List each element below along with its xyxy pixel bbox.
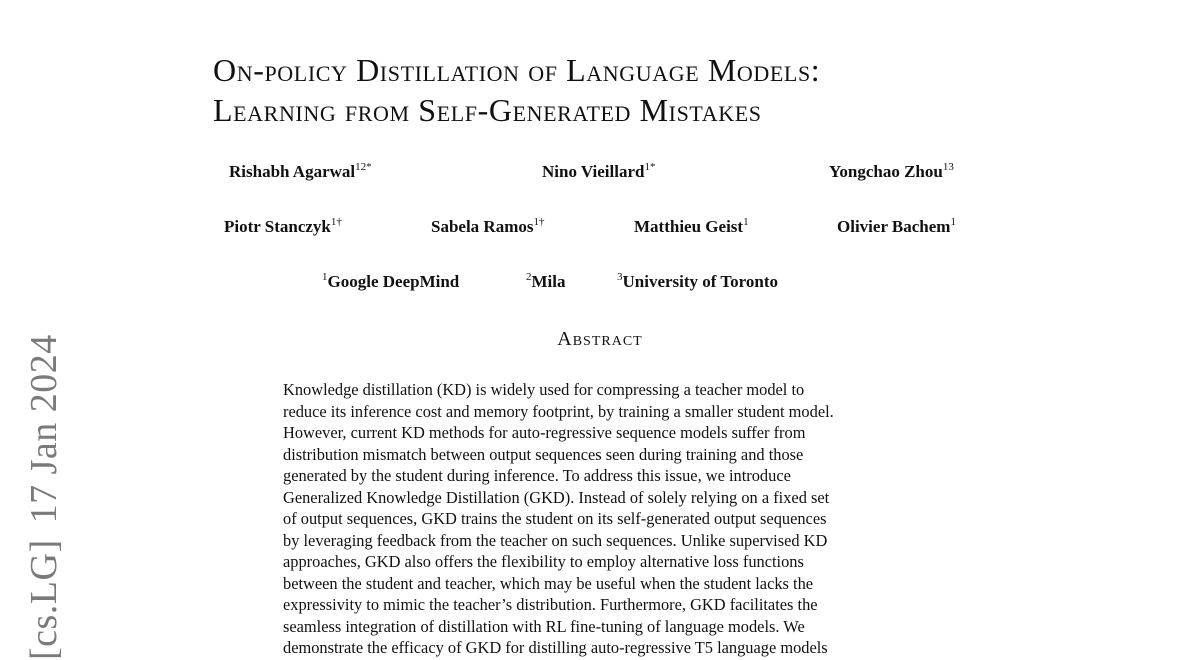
author-marks: 1† bbox=[533, 216, 545, 228]
abstract-heading: Abstract bbox=[557, 328, 643, 350]
abstract-line: reduce its inference cost and memory footprint, by training a smaller student model. bbox=[283, 401, 834, 421]
author-marks: 1 bbox=[743, 216, 749, 228]
abstract-line: approaches, GKD also offers the flexibility to employ alternative loss functions bbox=[283, 552, 804, 571]
abstract-line: However, current KD methods for auto-regressive sequence models suffer from bbox=[283, 423, 806, 442]
affiliation-mark: 3 bbox=[617, 271, 623, 283]
author-2 bbox=[542, 162, 655, 182]
author-marks: 1 bbox=[950, 216, 956, 228]
abstract-line: between the student and teacher, which may be useful when the student lacks the bbox=[283, 573, 814, 593]
author-4 bbox=[224, 217, 342, 237]
affiliation-mark: 2 bbox=[526, 271, 532, 283]
affiliation-name: University of Toronto bbox=[622, 272, 779, 291]
author-name: Sabela Ramos bbox=[431, 217, 534, 236]
author-7 bbox=[837, 217, 956, 237]
author-5 bbox=[431, 217, 544, 237]
arxiv-category: [cs.LG] bbox=[23, 539, 65, 660]
affiliation-name: Google DeepMind bbox=[327, 272, 460, 291]
author-marks: 1* bbox=[644, 161, 656, 173]
author-3 bbox=[829, 162, 954, 182]
abstract-line: demonstrate the efficacy of GKD for distilling auto-regressive T5 language models bbox=[283, 638, 828, 657]
author-marks: 12* bbox=[355, 161, 372, 173]
abstract-line: of output sequences, GKD trains the student on its self-generated output sequences bbox=[283, 509, 827, 528]
affiliation-1 bbox=[322, 272, 459, 292]
abstract-line: generated by the student during inference. To address this issue, we introduce bbox=[283, 466, 791, 485]
title-line-2: Learning from Self-Generated Mistakes bbox=[213, 92, 762, 128]
arxiv-identifier-stamp bbox=[22, 318, 66, 660]
abstract-body bbox=[283, 379, 921, 659]
affiliation-name: Mila bbox=[531, 272, 566, 291]
author-name: Yongchao Zhou bbox=[829, 162, 943, 181]
paper-title bbox=[213, 50, 1033, 130]
title-line-1: On-policy Distillation of Language Models: bbox=[213, 52, 821, 88]
abstract-line: by leveraging feedback from the teacher on such sequences. Unlike supervised KD bbox=[283, 530, 828, 550]
author-1 bbox=[229, 162, 372, 182]
abstract-line: Knowledge distillation (KD) is widely used for compressing a teacher model to bbox=[283, 380, 805, 399]
abstract-line: distribution mismatch between output sequences seen during training and those bbox=[283, 444, 804, 464]
author-6 bbox=[634, 217, 749, 237]
abstract-line: seamless integration of distillation with RL fine-tuning of language models. We bbox=[283, 616, 805, 636]
author-name: Matthieu Geist bbox=[634, 217, 744, 236]
affiliation-mark: 1 bbox=[322, 271, 328, 283]
affiliation-3 bbox=[617, 272, 778, 292]
author-name: Rishabh Agarwal bbox=[229, 162, 356, 181]
abstract-line: expressivity to mimic the teacher’s distribution. Furthermore, GKD facilitates the bbox=[283, 595, 818, 614]
author-name: Piotr Stanczyk bbox=[224, 217, 331, 236]
abstract-line: Generalized Knowledge Distillation (GKD). Instead of solely relying on a fixed set bbox=[283, 487, 830, 507]
affiliation-2 bbox=[526, 272, 566, 292]
author-name: Olivier Bachem bbox=[837, 217, 951, 236]
author-marks: 1† bbox=[330, 216, 342, 228]
arxiv-date: 17 Jan 2024 bbox=[23, 334, 65, 524]
author-name: Nino Vieillard bbox=[542, 162, 645, 181]
author-marks: 13 bbox=[942, 161, 954, 173]
